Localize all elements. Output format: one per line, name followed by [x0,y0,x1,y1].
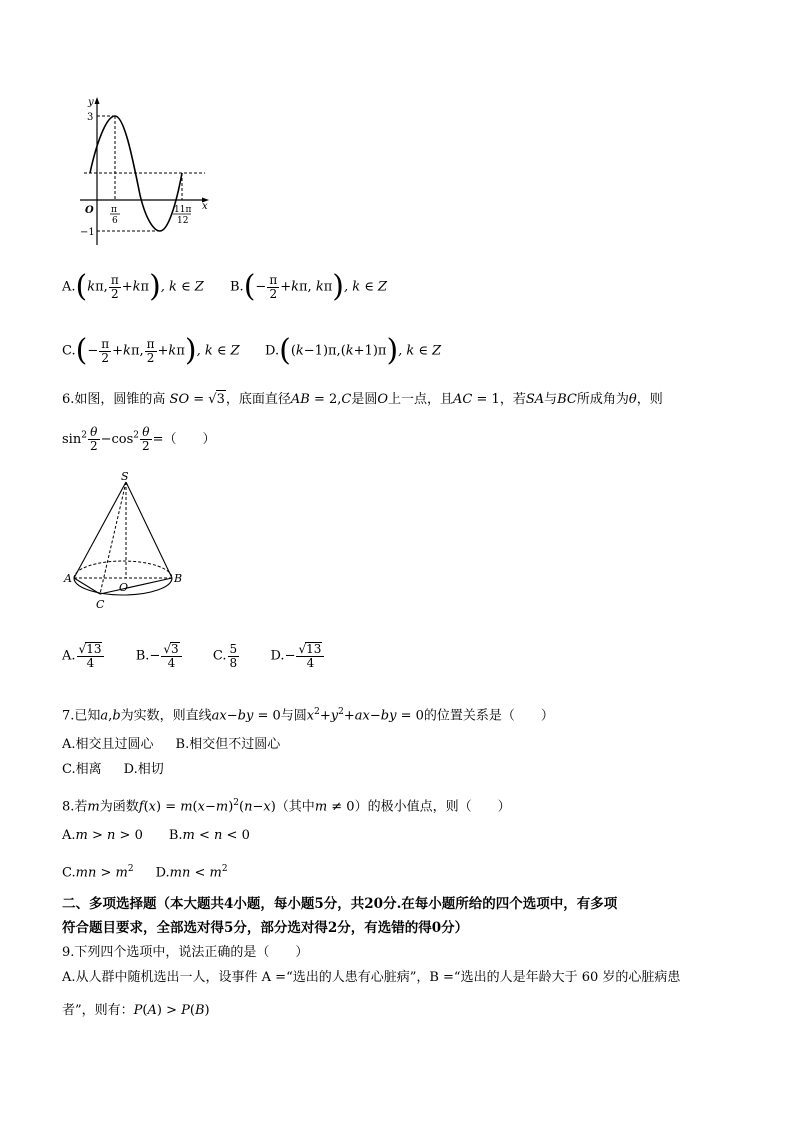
q7-options-ab: A.相交且过圆心 B.相交但不过圆心 [62,737,281,752]
q7-options-cd: C.相离 D.相切 [62,762,164,777]
y-min-label: −1 [80,227,95,238]
sine-graph [70,95,220,250]
q9-option-a-line-2: 者”，则有：P(A) > P(B) [62,1003,210,1018]
cone-label-o: O [119,581,129,594]
q5-option-d: D.((k−1)π,(k+1)π), k ∈ Z [265,333,442,368]
x-tick-2-den: 12 [177,216,189,226]
x-tick-1-num: π [111,205,117,215]
cone-label-s: S [121,470,129,483]
q5-option-c: C.(− $\frac{\pi}{2}$ +kπ, $\frac{\pi}{2}$ +kπ), k ∈ Z [62,333,240,368]
q8-options-ab: A.m > n > 0 B.m < n < 0 [62,828,250,843]
x-axis-label: x [202,201,208,212]
y-axis-label: y [88,97,94,108]
q8-stem: 8.若m为函数$f(x) = m(x-m)^2(n-x)$（其中m ≠ 0）的极小值点，则（ ） [62,798,511,815]
sine-curve [90,116,182,231]
y-max-label: 3 [87,112,94,123]
cone-label-a: A [64,572,72,585]
section-2-heading-line-2: 符合题目要求，全部选对得5分，部分选对得2分，有选错的得0分） [62,920,469,936]
cone-figure [62,470,192,615]
q9-option-a-line-1: A.从人群中随机选出一人，设事件 A =“选出的人患有心脏病”，B =“选出的人是年龄大于 60 岁的心脏病患 [62,970,681,985]
cone-label-b: B [174,572,183,585]
q6-expression: $\sin^2$ $\frac{\theta}{2}$ $-\cos^2$ $\frac{\theta}{2}$ =（ ） [62,425,216,453]
q6-options: A. $\frac{√13}{4}$ B.− $\frac{√3}{4}$ C. $\frac{5}{8}$ D.− $\frac{√13}{4}$ [62,642,325,670]
q6-stem: 6.如图，圆锥的高 SO = √3，底面直径AB = 2,C是圆O上一点，且AC = 1，若SA与BC所成角为θ，则 [62,392,663,407]
section-2-heading-line-1: 二、多项选择题（本大题共4小题，每小题5分，共20分.在每小题所给的四个选项中，有多项 [62,896,618,912]
q5-option-a: A.(kπ, $\frac{\pi}{2}$ +kπ), k ∈ Z [62,269,204,304]
q8-options-cd: $C.mn > m^2$ $D.mn < m^2$ [62,864,228,881]
q7-stem: 7.已知a,b为实数，则直线ax−by = 0与圆$x^2+y^2+ax-by = 0$的位置关系是（ ） [62,707,554,724]
q9-stem: 9.下列四个选项中，说法正确的是（ ） [62,945,309,960]
q5-option-b: B.(− $\frac{\pi}{2}$ +kπ, kπ), k ∈ Z [230,269,388,304]
x-tick-1-den: 6 [112,216,118,226]
x-tick-2-num: 11π [174,205,192,215]
cone-label-c: C [96,598,105,611]
origin-label: O [85,205,94,216]
